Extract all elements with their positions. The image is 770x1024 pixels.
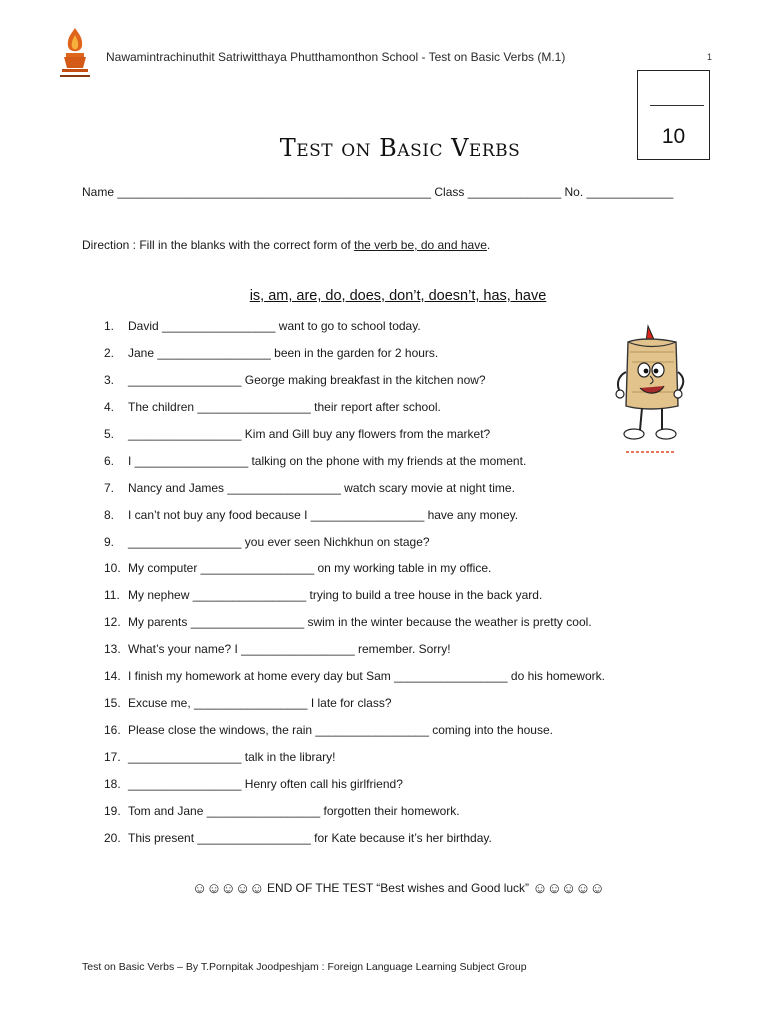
question-item[interactable] <box>104 399 605 426</box>
question-text: My parents _________________ swim in the winter because the weather is pretty cool. <box>128 615 592 630</box>
question-item[interactable] <box>104 426 605 453</box>
question-text: The children _________________ their report after school. <box>128 399 441 414</box>
question-number: 12. <box>104 615 121 630</box>
score-total: 10 <box>661 125 686 148</box>
header-grade: (M.1) <box>537 50 566 64</box>
question-number: 6. <box>104 453 115 468</box>
question-text: I _________________ talking on the phone with my friends at the moment. <box>128 453 527 468</box>
question-item[interactable] <box>104 560 605 587</box>
question-item[interactable] <box>104 453 605 480</box>
question-number: 8. <box>104 507 115 522</box>
question-item[interactable] <box>104 776 605 803</box>
question-number: 19. <box>104 803 121 818</box>
end-of-test <box>0 880 770 897</box>
question-text: I can’t not buy any food because I _________________ have any money. <box>128 507 519 522</box>
end-text: END OF THE TEST “Best wishes and Good luck” <box>266 881 530 895</box>
page-header: Nawamintrachinuthit Satriwitthaya Phutthamonthon School - Test on Basic Verbs (M.1) <box>106 50 566 64</box>
question-item[interactable] <box>104 372 605 399</box>
student-info-line <box>82 185 673 199</box>
question-number: 20. <box>104 830 121 845</box>
question-number: 1. <box>104 319 115 333</box>
name-label: Name <box>82 185 115 199</box>
question-item[interactable] <box>104 695 605 722</box>
question-text: I finish my homework at home every day but Sam _________________ do his homework. <box>128 669 605 684</box>
question-text: My computer _________________ on my working table in my office. <box>128 561 492 576</box>
question-item[interactable] <box>104 641 605 668</box>
question-number: 17. <box>104 750 121 764</box>
question-text: _________________ you ever seen Nichkhun on stage? <box>128 534 430 549</box>
question-text: _________________ Henry often call his girlfriend? <box>128 776 403 791</box>
school-name: Nawamintrachinuthit Satriwitthaya Phutthamonthon School <box>106 50 419 64</box>
question-number: 4. <box>104 399 115 414</box>
question-text: My nephew _________________ trying to build a tree house in the back yard. <box>128 588 543 603</box>
smiley-icon: ☺☺☺☺☺ <box>532 880 604 897</box>
class-label: Class <box>434 185 465 199</box>
question-text: What’s your name? I _________________ remember. Sorry! <box>128 642 451 657</box>
score-blank-line <box>650 105 704 106</box>
question-number: 15. <box>104 696 121 711</box>
question-text: Please close the windows, the rain _________________ coming into the house. <box>128 723 553 738</box>
school-logo <box>56 26 94 80</box>
question-item[interactable] <box>104 534 605 561</box>
class-blank[interactable]: ______________ <box>467 185 562 199</box>
question-number: 14. <box>104 669 121 684</box>
question-item[interactable] <box>104 830 605 857</box>
question-number: 5. <box>104 426 115 441</box>
question-item[interactable] <box>104 480 605 507</box>
question-item[interactable] <box>104 722 605 749</box>
page-number: 1 <box>707 52 713 62</box>
question-number: 7. <box>104 480 115 495</box>
question-text: David _________________ want to go to school today. <box>128 319 421 333</box>
smiley-icon: ☺☺☺☺☺ <box>192 880 264 897</box>
header-doc-title: Test on Basic Verbs <box>428 50 535 64</box>
page-title: Test on Basic Verbs <box>279 134 521 162</box>
page-footer: Test on Basic Verbs – By T.Pornpitak Joodpeshjam : Foreign Language Learning Subject Group <box>82 961 527 973</box>
question-text: Excuse me, _________________ I late for class? <box>128 696 392 711</box>
question-number: 10. <box>104 561 121 576</box>
question-number: 3. <box>104 372 115 387</box>
no-blank[interactable]: _____________ <box>586 185 674 199</box>
question-item[interactable] <box>104 668 605 695</box>
question-item[interactable] <box>104 587 605 614</box>
question-text: This present _________________ for Kate because it’s her birthday. <box>128 830 492 845</box>
name-blank[interactable]: _______________________________________________ <box>117 185 432 199</box>
question-text: Tom and Jane _________________ forgotten their homework. <box>128 803 460 818</box>
question-text: _________________ Kim and Gill buy any flowers from the market? <box>128 426 491 441</box>
question-text: Nancy and James _________________ watch scary movie at night time. <box>128 480 515 495</box>
question-item[interactable] <box>104 749 605 776</box>
direction-text: Direction : Fill in the blanks with the correct form of the verb be, do and have. <box>82 238 491 252</box>
question-item[interactable] <box>104 507 605 534</box>
question-number: 13. <box>104 642 121 657</box>
question-number: 18. <box>104 776 121 791</box>
book-mascot-illustration <box>612 322 688 460</box>
question-item[interactable] <box>104 345 605 372</box>
direction-underlined: the verb be, do and have <box>354 238 487 252</box>
question-number: 9. <box>104 534 115 549</box>
question-item[interactable] <box>104 318 605 345</box>
question-number: 2. <box>104 345 115 360</box>
question-item[interactable] <box>104 614 605 641</box>
question-item[interactable] <box>104 803 605 830</box>
question-number: 16. <box>104 723 121 738</box>
no-label: No. <box>564 185 584 199</box>
question-number: 11. <box>104 588 120 603</box>
question-text: _________________ George making breakfast in the kitchen now? <box>128 372 486 387</box>
question-list <box>104 318 605 857</box>
word-bank: is, am, are, do, does, don’t, doesn’t, has, have <box>249 288 547 304</box>
question-text: Jane _________________ been in the garden for 2 hours. <box>128 345 439 360</box>
question-text: _________________ talk in the library! <box>128 750 336 764</box>
